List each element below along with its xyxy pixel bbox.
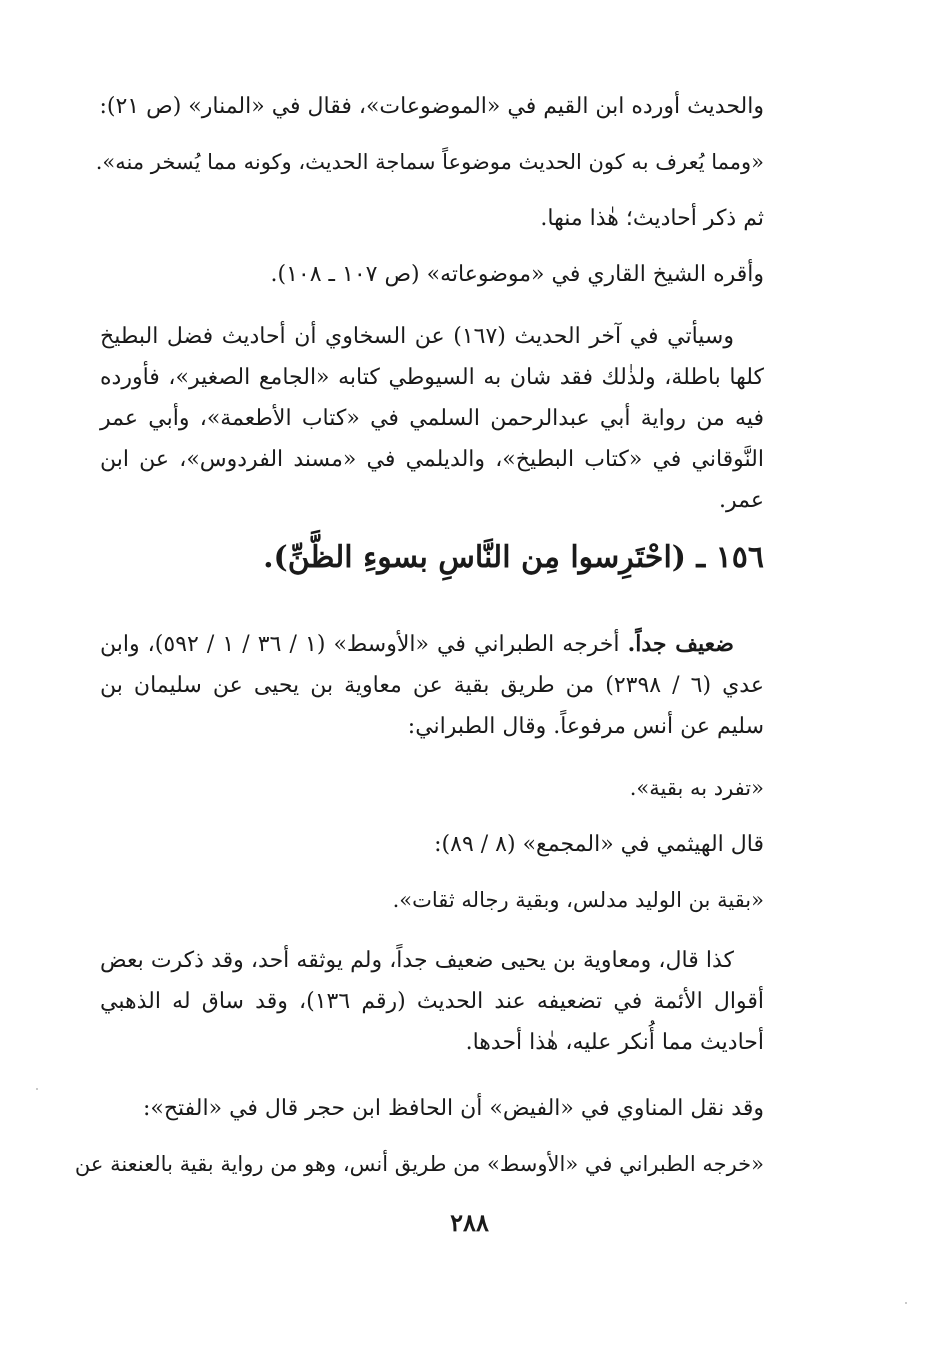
- hadith-heading: ١٥٦ ـ (احْتَرِسوا مِن النَّاسِ بسوءِ الظَّنِّ).: [263, 540, 764, 575]
- grading-text: ضعيف جداً.: [627, 631, 734, 657]
- scan-speck: [905, 1302, 907, 1304]
- paragraph-muawiya: كذا قال، ومعاوية بن يحيى ضعيف جداً، ولم يوثقه أحد، وقد ذكرت بعض أقوال الأئمة في تضعيفه عند الحديث (رقم ١٣٦)، وقد ساق له الذهبي أحاديث مما أُنكر عليه، هٰذا أحدها.: [100, 948, 764, 1055]
- scan-speck: [36, 1088, 38, 1090]
- quote-ibn-hajar: «خرجه الطبراني في «الأوسط» من طريق أنس، وهو من رواية بقية بالعنعنة عن: [74, 1152, 764, 1176]
- quote-tabarani: «تفرد به بقية».: [629, 776, 764, 800]
- paragraph-takhrij: [100, 624, 764, 747]
- paragraph-qari: وأقره الشيخ القاري في «موضوعاته» (ص ١٠٧ ـ ١٠٨).: [270, 262, 764, 287]
- paragraph-sakhawi: وسيأتي في آخر الحديث (١٦٧) عن السخاوي أن أحاديث فضل البطيخ كلها باطلة، ولذٰلك فقد شان به السيوطي كتابه «الجامع الصغير»، فأورده فيه من رواية أبي عبدالرحمن السلمي في «كتاب الأطعمة»، وأبي عمر النَّوقاني في «كتاب البطيخ»، والديلمي في «مسند الفردوس»، عن ابن عمر.: [100, 324, 764, 513]
- paragraph-munawi: وقد نقل المناوي في «الفيض» أن الحافظ ابن حجر قال في «الفتح»:: [142, 1096, 764, 1121]
- paragraph-haythami: قال الهيثمي في «المجمع» (٨ / ٨٩):: [434, 832, 764, 857]
- paragraph-ibn-qayyim: والحديث أورده ابن القيم في «الموضوعات»، فقال في «المنار» (ص ٢١):: [99, 94, 764, 119]
- takhrij-text: أخرجه الطبراني في «الأوسط» (١ / ٣٦ / ١ / ٥٩٢)، وابن عدي (٦ / ٢٣٩٨) من طريق بقية عن معاوية بن يحيى عن سليمان بن سليم عن أنس مرفوعاً. وقال الطبراني:: [100, 632, 764, 739]
- quote-haythami: «بقية بن الوليد مدلس، وبقية رجاله ثقات».: [392, 888, 764, 912]
- page-number: ٢٨٨: [450, 1208, 489, 1237]
- quote-manar: «ومما يُعرف به كون الحديث موضوعاً سماجة الحديث، وكونه مما يُسخر منه».: [95, 150, 764, 174]
- paragraph-dhakara: ثم ذكر أحاديث؛ هٰذا منها.: [540, 206, 764, 231]
